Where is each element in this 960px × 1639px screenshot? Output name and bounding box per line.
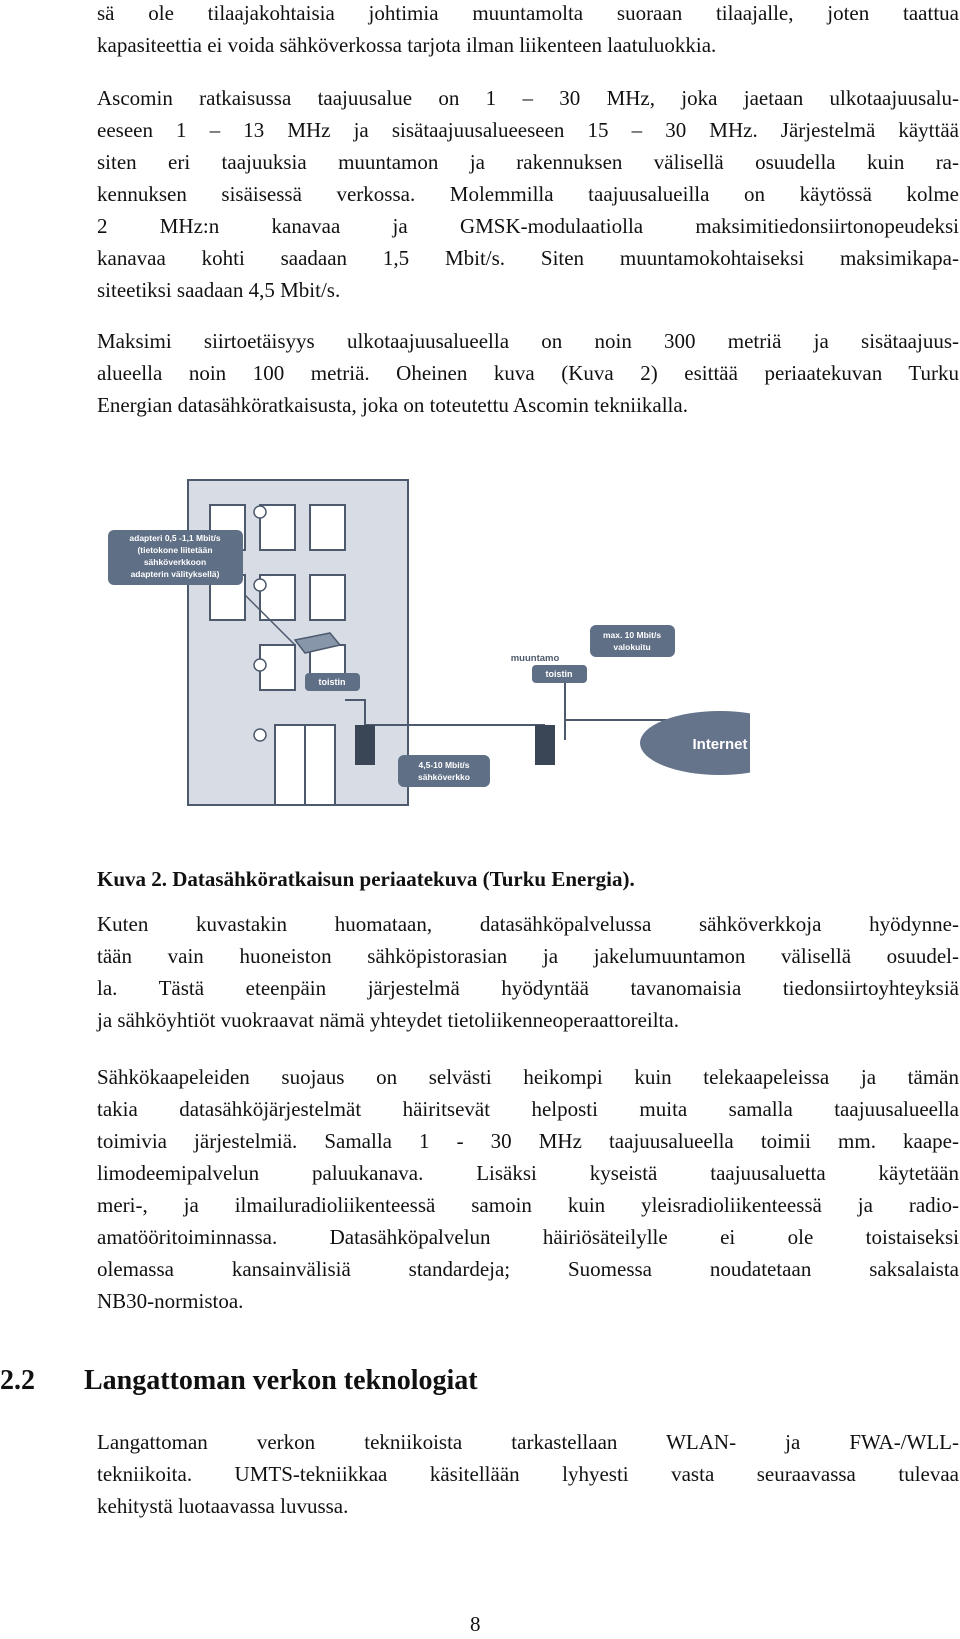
text-line: Maksimi siirtoetäisyys ulkotaajuusalueella on noin 300 metriä ja sisätaajuus- (97, 329, 959, 353)
text-line: toimivia järjestelmiä. Samalla 1 - 30 MHz taajuusalueella toimii mm. kaape- (97, 1129, 959, 1153)
text-line: tään vain huoneiston sähköpistorasian ja jakelumuuntamon välisellä osuudel- (97, 944, 959, 968)
text-line: kehitystä luotaavassa luvussa. (97, 1494, 349, 1518)
text-line: eeseen 1 – 13 MHz ja sisätaajuusalueeseen 15 – 30 MHz. Järjestelmä käyttää (97, 118, 959, 142)
figure-caption: Kuva 2. Datasähköratkaisun periaatekuva (Turku Energia). (97, 867, 635, 891)
adapter-label-box (108, 530, 243, 585)
text-line: Ascomin ratkaisussa taajuusalue on 1 – 30 MHz, joka jaetaan ulkotaajuusalu- (97, 86, 959, 110)
text-line: alueella noin 100 metriä. Oheinen kuva (Kuva 2) esittää periaatekuvan Turku (97, 361, 959, 385)
section-heading (0, 1365, 478, 1397)
fiber-label-box (590, 625, 675, 657)
section-title: Langattoman verkon teknologiat (84, 1365, 478, 1396)
section-number: 2.2 (0, 1365, 35, 1396)
toistin-label: toistin (318, 677, 346, 687)
text-line: NB30-normistoa. (97, 1289, 244, 1313)
text-line: sä ole tilaajakohtaisia johtimia muuntamolta suoraan tilaajalle, joten taattua (97, 1, 959, 25)
window (310, 505, 345, 550)
socket-icon (254, 506, 266, 518)
text-line: olemassa kansainvälisiä standardeja; Suomessa noudatetaan saksalaista (97, 1257, 959, 1281)
toistin-label: toistin (545, 669, 573, 679)
grid-label-line: sähköverkko (418, 772, 470, 782)
text-line: ja sähköyhtiöt vuokraavat nämä yhteydet tietoliikenneoperaattoreilta. (97, 1008, 679, 1032)
adapter-label-line: adapteri 0,5 -1,1 Mbit/s (129, 533, 221, 543)
paragraph-intro (97, 0, 959, 61)
fiber-label-line: valokuitu (613, 642, 651, 652)
paragraph-wireless (97, 1426, 959, 1522)
toistin-repeater (305, 673, 360, 691)
text-line: kapasiteettia ei voida sähköverkossa tarjota ilman liikenteen laatuluokkia. (97, 33, 717, 57)
text-line: Energian datasähköratkaisusta, joka on toteutettu Ascomin tekniikalla. (97, 393, 688, 417)
paragraph-observation (97, 908, 959, 1036)
paragraph-ascom (97, 82, 959, 306)
socket-icon (254, 729, 266, 741)
text-line: 2 MHz:n kanavaa ja GMSK-modulaatiolla maksimitiedonsiirtonopeudeksi (97, 214, 959, 238)
adapter-label-line: sähköverkkoon (143, 557, 207, 567)
fiber-label-line: max. 10 Mbit/s (602, 630, 662, 640)
text-line: meri-, ja ilmailuradioliikenteessä samoin kuin yleisradioliikenteessä ja radio- (97, 1193, 959, 1217)
socket-icon (254, 659, 266, 671)
text-line: siten eri taajuuksia muuntamon ja rakennuksen välisellä osuudella kuin ra- (97, 150, 959, 174)
adapter-label-line: (tietokone liitetään (137, 545, 213, 555)
text-line: kennuksen sisäisessä verkossa. Molemmilla taajuusalueilla on käytössä kolme (97, 182, 959, 206)
text-line: takia datasähköjärjestelmät häiritsevät helposti muita samalla taajuusalueella (97, 1097, 959, 1121)
socket-icon (254, 579, 266, 591)
text-line: la. Tästä eteenpäin järjestelmä hyödyntää tavanomaisia tiedonsiirtoyhteyksiä (97, 976, 959, 1000)
text-line: Kuten kuvastakin huomataan, datasähköpalvelussa sähköverkkoja hyödynne- (97, 912, 959, 936)
text-line: kanavaa kohti saadaan 1,5 Mbit/s. Siten muuntamokohtaiseksi maksimikapa- (97, 246, 959, 270)
page-number: 8 (470, 1612, 481, 1636)
internet-label: Internet (692, 736, 748, 753)
text-line: amatööritoiminnassa. Datasähköpalvelun häiriösäteilylle ei ole toistaiseksi (97, 1225, 959, 1249)
text-line: tekniikoita. UMTS-tekniikkaa käsitellään lyhyesti vasta seuraavassa tulevaa (97, 1462, 959, 1486)
figure-datasahko-diagram (100, 475, 750, 835)
muuntamo-label: muuntamo (510, 653, 560, 664)
adapter-label-line: adapterin välityksellä) (130, 569, 220, 579)
text-line: Langattoman verkon tekniikoista tarkastellaan WLAN- ja FWA-/WLL- (97, 1430, 959, 1454)
paragraph-distance (97, 325, 959, 421)
paragraph-interference (97, 1061, 959, 1317)
muuntamo-transformer (511, 653, 587, 683)
text-line: limodeemipalvelun paluukanava. Lisäksi kyseistä taajuusaluetta käytetään (97, 1161, 959, 1185)
window (310, 575, 345, 620)
text-line: siteetiksi saadaan 4,5 Mbit/s. (97, 278, 341, 302)
text-line: Sähkökaapeleiden suojaus on selvästi heikompi kuin telekaapeleissa ja tämän (97, 1065, 959, 1089)
grid-label-line: 4,5-10 Mbit/s (418, 760, 470, 770)
grid-label-box (398, 755, 490, 787)
